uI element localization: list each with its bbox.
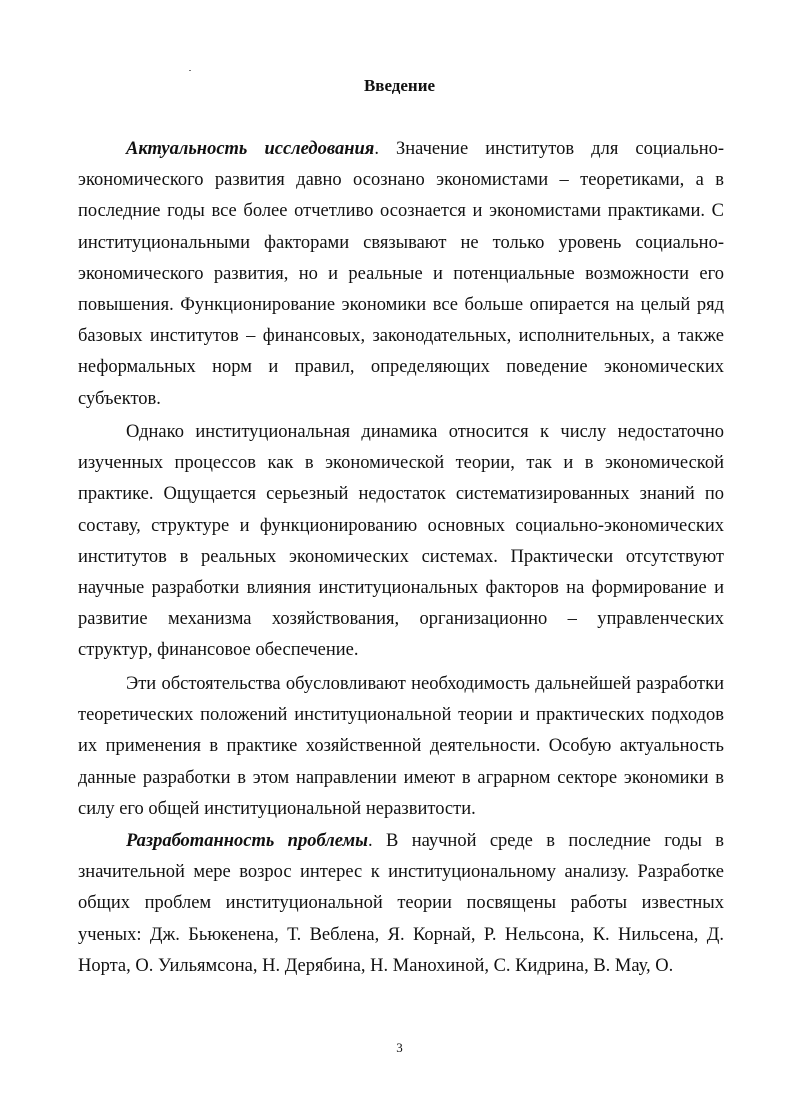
page-number: 3: [396, 1040, 403, 1055]
paragraph-lead: Актуальность исследования: [126, 139, 375, 159]
paragraph-lead: Разработанность проблемы: [126, 831, 368, 851]
paragraph-text: Эти обстоятельства обусловливают необходимость дальнейшей разработки теоретических положений институциональной теории и практических подходов их применения в практике хозяйственной деятельности. Особую актуальность данные разработки в этом направлении имеют в аграрном секторе экономики в силу его общей институциональной неразвитости.: [78, 674, 724, 819]
section-title: Введение: [363, 76, 436, 95]
paragraph-problem-development: [78, 826, 724, 982]
paragraph-dynamics: [78, 417, 724, 667]
paragraph-text: . В научной среде в последние годы в значительной мере возрос интерес к институциональному анализу. Разработке общих проблем институциональной теории посвящены работы известных ученых: Дж. Бьюкенена, Т. Веблена, Я. Корнай, Р. Нельсона, К. Нильсена, Д. Норта, О. Уильямсона, Н. Дерябина, Н. Манохиной, С. Кидрина, В. Мау, О.: [78, 831, 724, 976]
paragraph-text: . Значение институтов для социально-экономического развития давно осознано экономистами – теоретиками, а в последние годы все более отчетливо осознается и экономистами практиками. С институциональными факторами связывают не только уровень социально-экономического развития, но и реальные и потенциальные возможности его повышения. Функционирование экономики все больше опирается на целый ряд базовых институтов – финансовых, законодательных, исполнительных, а также неформальных норм и правил, определяющих поведение экономических субъектов.: [78, 139, 724, 409]
paragraph-circumstances: [78, 669, 724, 825]
paragraph-text: Однако институциональная динамика относится к числу недостаточно изученных процессов как в экономической теории, так и в экономической практике. Ощущается серьезный недостаток систематизированных знаний по составу, структуре и функционированию основных социально-экономических институтов в реальных экономических системах. Практически отсутствуют научные разработки влияния институциональных факторов на формирование и развитие механизма хозяйствования, организационно – управленческих структур, финансовое обеспечение.: [78, 422, 724, 661]
scan-speck: [189, 70, 191, 71]
paragraph-relevance: [78, 134, 724, 415]
